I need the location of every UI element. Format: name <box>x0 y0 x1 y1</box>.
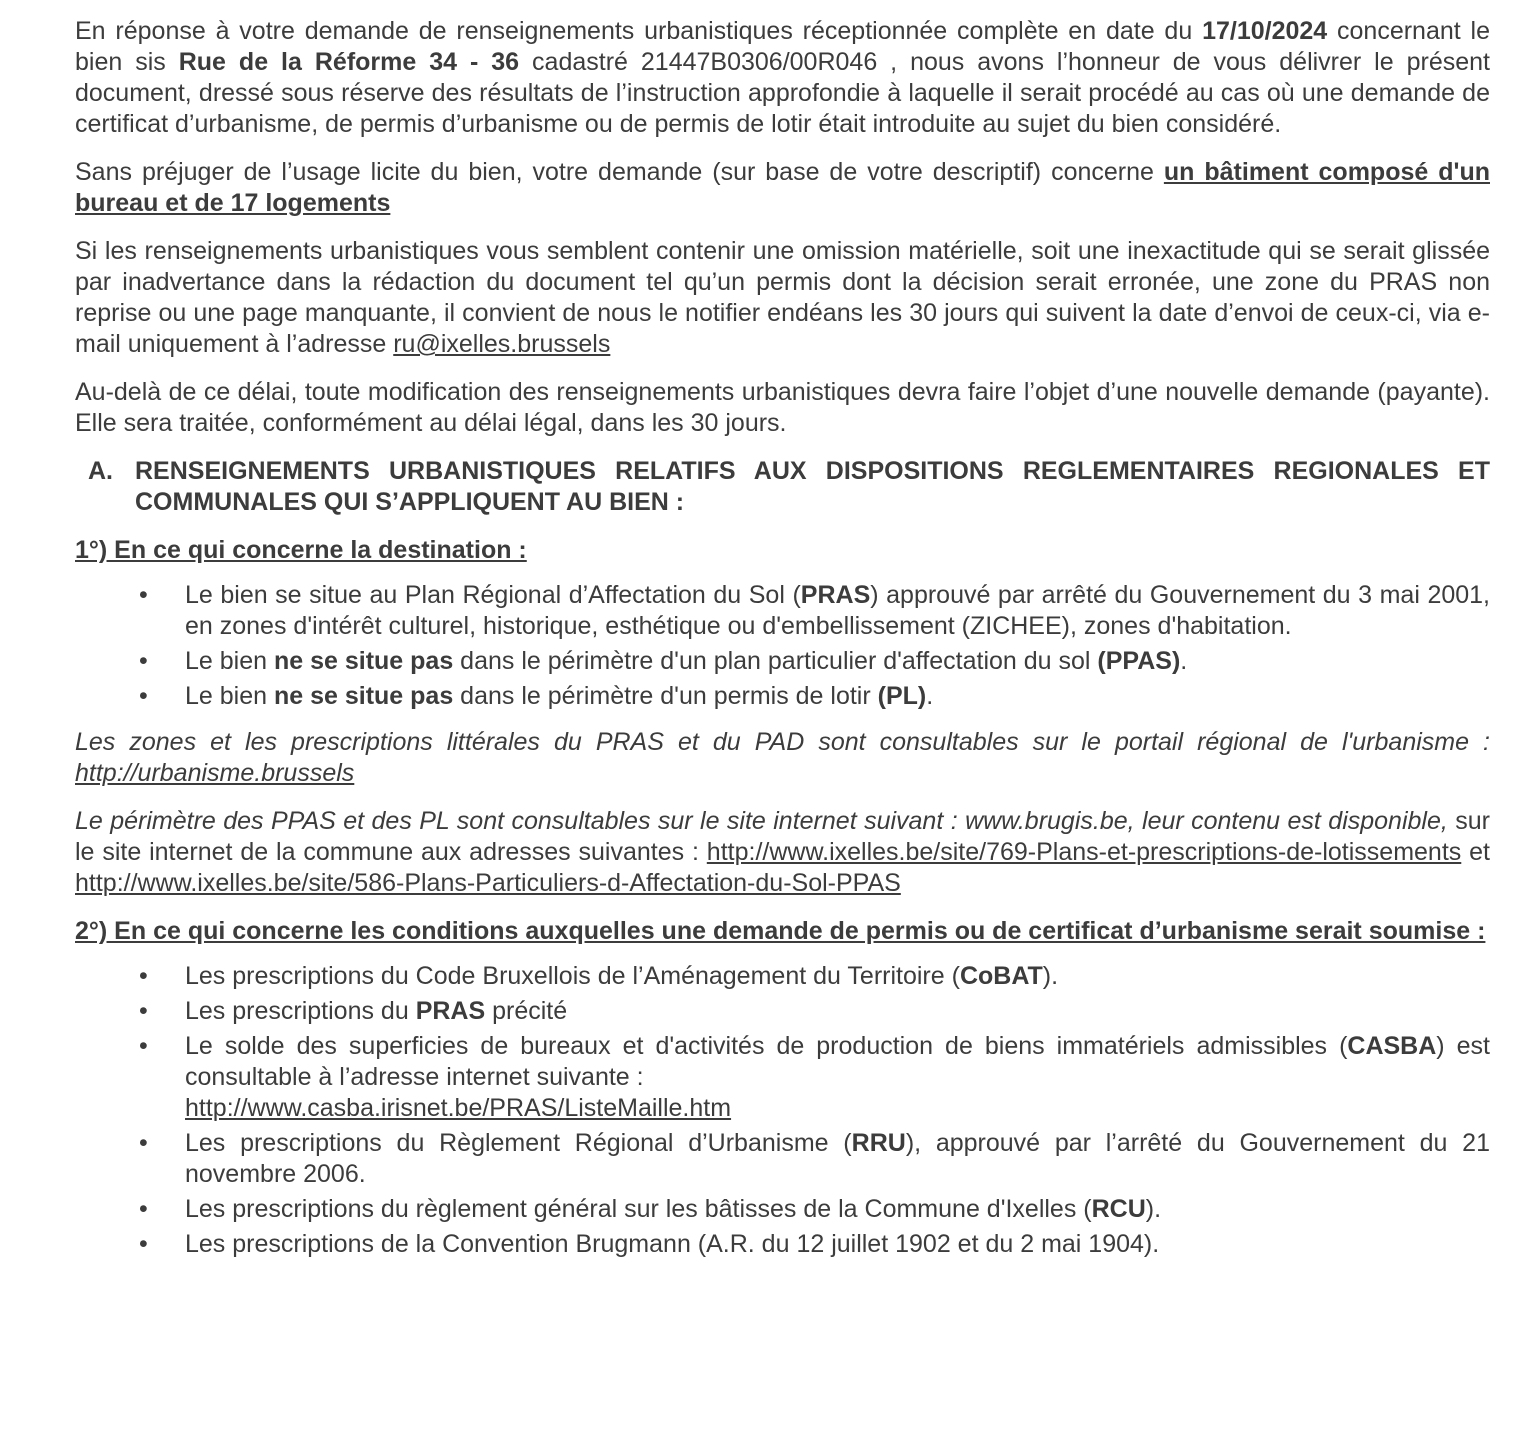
text-segment: 17/10/2024 <box>1202 17 1328 45</box>
demande-object-paragraph <box>75 157 1490 219</box>
text-segment: Le périmètre des PPAS et des PL sont consultables sur le site internet suivant : www.brugis.be, leur contenu est disponible, <box>75 807 1448 835</box>
text-segment: ne se situe pas <box>273 682 454 710</box>
delai-paragraph <box>75 377 1490 439</box>
text-segment: Les prescriptions du Règlement Régional d’Urbanisme ( <box>185 1129 852 1157</box>
text-segment: un bâtiment composé d'un bureau et de 17 logements <box>75 158 1490 217</box>
text-segment: et <box>1461 838 1491 866</box>
text-segment: dans le périmètre d'un permis de lotir <box>453 682 878 710</box>
casba-link[interactable]: http://www.casba.irisnet.be/PRAS/ListeMaille.htm <box>185 1094 732 1122</box>
text-segment: cadastré 21447B0306/00R046 , nous avons l’honneur de vous délivrer le présent document, dressé sous réserve des résultats de l’instruction approfondie à laquelle il serait procédé au cas où une demande de certificat d’urbanisme, de permis d’urbanisme ou de permis de lotir était introduite au sujet du bien considéré. <box>75 48 1490 138</box>
text-segment: Au-delà de ce délai, toute modification des renseignements urbanistiques devra faire l’objet d’une nouvelle demande (payante). Elle sera traitée, conformément au délai légal, dans les 30 jours. <box>75 378 1490 437</box>
text-segment: CASBA <box>1347 1032 1437 1060</box>
heading-1-destination <box>75 535 1490 566</box>
email-link-ru-ixelles[interactable]: ru@ixelles.brussels <box>393 330 611 358</box>
destination-bullet-list <box>75 580 1490 712</box>
text-segment: dans le périmètre d'un plan particulier d'affectation du sol <box>453 647 1098 675</box>
text-segment: Les prescriptions du Code Bruxellois de l’Aménagement du Territoire ( <box>185 962 960 990</box>
text-segment: concernant le bien sis <box>75 17 1490 76</box>
text-segment: ne se situe pas <box>273 647 454 675</box>
pras-pad-note-paragraph <box>75 727 1490 789</box>
list-item-cobat <box>185 961 1490 992</box>
section-a-marker: A. <box>88 457 113 485</box>
text-segment: En réponse à votre demande de renseignements urbanistiques réceptionnée complète en date du <box>75 17 1203 45</box>
text-segment: Le bien se situe au Plan Régional d’Affectation du Sol ( <box>185 581 801 609</box>
text-segment: PRAS <box>415 997 486 1025</box>
text-segment: ) est consultable à l’adresse internet suivante : <box>185 1032 1490 1091</box>
text-segment: PRAS <box>800 581 871 609</box>
text-segment: Le bien <box>185 682 274 710</box>
text-segment: Le bien <box>185 647 274 675</box>
list-item-pl <box>185 681 1490 712</box>
text-segment: CoBAT <box>959 962 1043 990</box>
text-segment: Rue de la Réforme 34 - 36 <box>178 48 520 76</box>
ixelles-lotissements-link[interactable]: http://www.ixelles.be/site/769-Plans-et-prescriptions-de-lotissements <box>706 838 1462 866</box>
conditions-bullet-list <box>75 961 1490 1260</box>
omission-notice-paragraph <box>75 236 1490 360</box>
text-segment: Les prescriptions de la Convention Brugmann (A.R. du 12 juillet 1902 et du 2 mai 1904). <box>185 1230 1160 1258</box>
section-a-title: RENSEIGNEMENTS URBANISTIQUES RELATIFS AUX DISPOSITIONS REGLEMENTAIRES REGIONALES ET COMMUNALES QUI S’APPLIQUENT AU BIEN : <box>135 457 1490 516</box>
text-segment: Les prescriptions du <box>185 997 416 1025</box>
text-segment: . <box>1180 647 1188 675</box>
text-segment: ), approuvé par l’arrêté du Gouvernement du 21 novembre 2006. <box>185 1129 1490 1188</box>
text-segment: Les prescriptions du règlement général sur les bâtisses de la Commune d'Ixelles ( <box>185 1195 1092 1223</box>
section-a-heading <box>75 456 1490 518</box>
text-segment: Les zones et les prescriptions littérales du PRAS et du PAD sont consultables sur le portail régional de l'urbanisme : <box>75 728 1490 756</box>
text-segment: Sans préjuger de l’usage licite du bien, votre demande (sur base de votre descriptif) concerne <box>75 158 1164 186</box>
heading-2-conditions <box>75 916 1490 947</box>
text-segment: Le solde des superficies de bureaux et d'activités de production de biens immatériels admissibles ( <box>185 1032 1348 1060</box>
text-segment: (PPAS) <box>1097 647 1181 675</box>
list-item-rru <box>185 1128 1490 1190</box>
text-segment: RCU <box>1091 1195 1146 1223</box>
text-segment: RRU <box>851 1129 906 1157</box>
text-segment: . <box>926 682 934 710</box>
ppas-pl-note-paragraph <box>75 806 1490 899</box>
text-segment: ). <box>1042 962 1059 990</box>
list-item-brugmann <box>185 1229 1490 1260</box>
list-item-ppas <box>185 646 1490 677</box>
list-item-pras-precite <box>185 996 1490 1027</box>
urbanisme-brussels-link[interactable]: http://urbanisme.brussels <box>75 759 355 787</box>
text-segment: ) approuvé par arrêté du Gouvernement du 3 mai 2001, en zones d'intérêt culturel, historique, esthétique ou d'embellissement (ZICHEE), zones d'habitation. <box>185 581 1490 640</box>
intro-paragraph <box>75 16 1490 140</box>
heading-1-destination-text: 1°) En ce qui concerne la destination : <box>75 536 527 564</box>
list-item-rcu <box>185 1194 1490 1225</box>
text-segment: ). <box>1145 1195 1162 1223</box>
list-item-casba <box>185 1031 1490 1124</box>
list-item-pras <box>185 580 1490 642</box>
text-segment: Si les renseignements urbanistiques vous semblent contenir une omission matérielle, soit une inexactitude qui se serait glissée par inadvertance dans la rédaction du document tel qu’un permis dont la décision serait erronée, une zone du PRAS non reprise ou une page manquante, il convient de nous le notifier endéans les 30 jours qui suivent la date d’envoi de ceux-ci, via e-mail uniquement à l’adresse <box>75 237 1490 358</box>
text-segment: précité <box>485 997 568 1025</box>
text-segment: sur le site internet de la commune aux adresses suivantes : <box>75 807 1490 866</box>
heading-2-conditions-text: 2°) En ce qui concerne les conditions auxquelles une demande de permis ou de certificat d’urbanisme serait soumise : <box>75 917 1486 945</box>
ixelles-ppas-link[interactable]: http://www.ixelles.be/site/586-Plans-Particuliers-d-Affectation-du-Sol-PPAS <box>75 869 901 897</box>
text-segment: (PL) <box>877 682 927 710</box>
